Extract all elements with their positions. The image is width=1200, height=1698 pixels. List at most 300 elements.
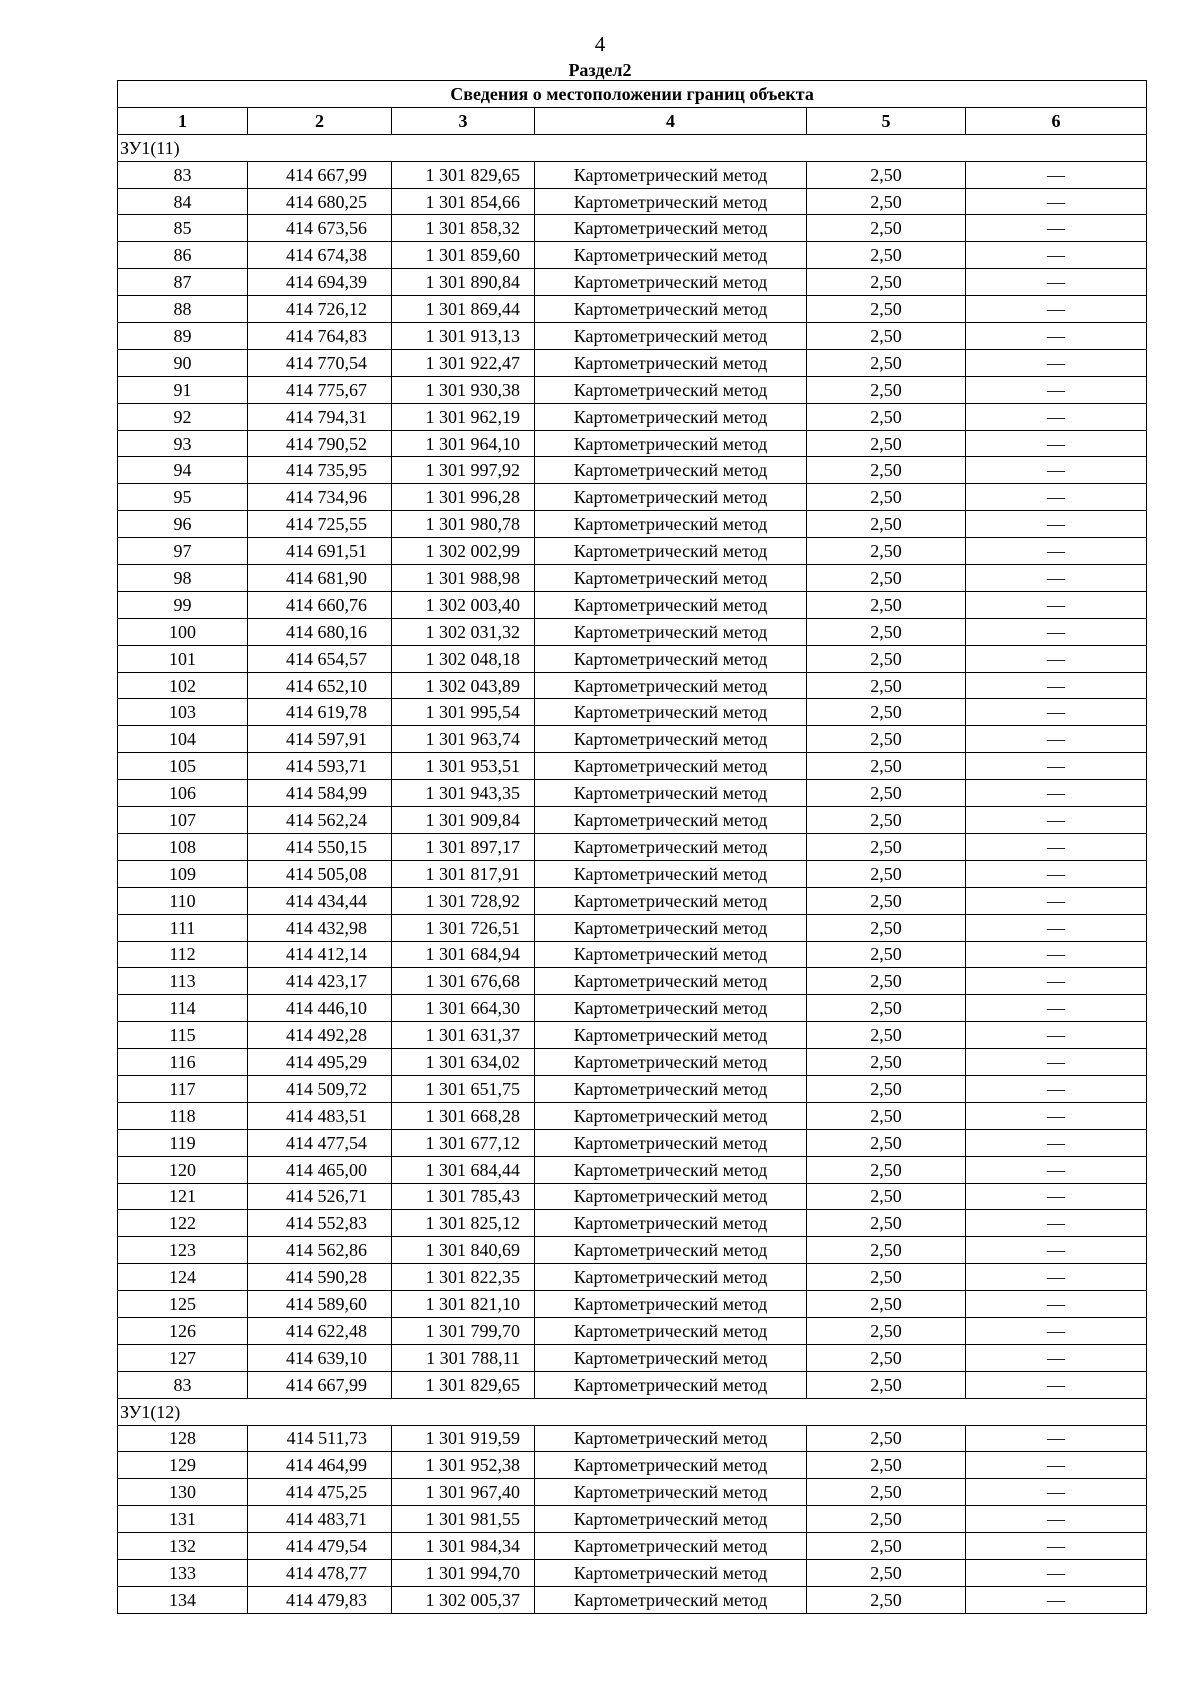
accuracy: 2,50	[807, 1129, 966, 1156]
point-number: 117	[118, 1075, 248, 1102]
accuracy: 2,50	[807, 1183, 966, 1210]
description: —	[966, 323, 1147, 350]
description: —	[966, 1479, 1147, 1506]
y-coordinate: 1 301 854,66	[392, 188, 535, 215]
determination-method: Картометрический метод	[535, 188, 807, 215]
y-coordinate: 1 301 668,28	[392, 1102, 535, 1129]
y-coordinate: 1 302 005,37	[392, 1586, 535, 1613]
y-coordinate: 1 301 996,28	[392, 484, 535, 511]
y-coordinate: 1 302 048,18	[392, 645, 535, 672]
column-header-3: 3	[392, 107, 535, 134]
table-row	[118, 1559, 1147, 1586]
point-number: 105	[118, 753, 248, 780]
accuracy: 2,50	[807, 242, 966, 269]
y-coordinate: 1 301 994,70	[392, 1559, 535, 1586]
accuracy: 2,50	[807, 1533, 966, 1560]
table-row	[118, 188, 1147, 215]
description: —	[966, 1264, 1147, 1291]
y-coordinate: 1 301 890,84	[392, 269, 535, 296]
table-body	[118, 134, 1147, 1613]
determination-method: Картометрический метод	[535, 753, 807, 780]
point-number: 91	[118, 376, 248, 403]
accuracy: 2,50	[807, 1237, 966, 1264]
table-row	[118, 618, 1147, 645]
table-row	[118, 1371, 1147, 1398]
table-row	[118, 1344, 1147, 1371]
determination-method: Картометрический метод	[535, 618, 807, 645]
description: —	[966, 699, 1147, 726]
determination-method: Картометрический метод	[535, 1479, 807, 1506]
point-number: 134	[118, 1586, 248, 1613]
accuracy: 2,50	[807, 323, 966, 350]
point-number: 116	[118, 1049, 248, 1076]
accuracy: 2,50	[807, 376, 966, 403]
description: —	[966, 215, 1147, 242]
table-row	[118, 161, 1147, 188]
y-coordinate: 1 301 634,02	[392, 1049, 535, 1076]
description: —	[966, 1183, 1147, 1210]
x-coordinate: 414 619,78	[248, 699, 392, 726]
point-number: 109	[118, 860, 248, 887]
y-coordinate: 1 301 919,59	[392, 1425, 535, 1452]
determination-method: Картометрический метод	[535, 1425, 807, 1452]
x-coordinate: 414 483,71	[248, 1506, 392, 1533]
table-row	[118, 807, 1147, 834]
x-coordinate: 414 550,15	[248, 833, 392, 860]
determination-method: Картометрический метод	[535, 1237, 807, 1264]
description: —	[966, 914, 1147, 941]
determination-method: Картометрический метод	[535, 296, 807, 323]
x-coordinate: 414 526,71	[248, 1183, 392, 1210]
determination-method: Картометрический метод	[535, 323, 807, 350]
y-coordinate: 1 301 897,17	[392, 833, 535, 860]
description: —	[966, 618, 1147, 645]
x-coordinate: 414 597,91	[248, 726, 392, 753]
x-coordinate: 414 770,54	[248, 349, 392, 376]
table-row	[118, 1317, 1147, 1344]
x-coordinate: 414 593,71	[248, 753, 392, 780]
x-coordinate: 414 691,51	[248, 538, 392, 565]
point-number: 130	[118, 1479, 248, 1506]
x-coordinate: 414 479,83	[248, 1586, 392, 1613]
table-row	[118, 914, 1147, 941]
accuracy: 2,50	[807, 833, 966, 860]
accuracy: 2,50	[807, 1156, 966, 1183]
x-coordinate: 414 654,57	[248, 645, 392, 672]
point-number: 128	[118, 1425, 248, 1452]
table-row	[118, 995, 1147, 1022]
x-coordinate: 414 694,39	[248, 269, 392, 296]
table-row	[118, 591, 1147, 618]
accuracy: 2,50	[807, 430, 966, 457]
accuracy: 2,50	[807, 591, 966, 618]
point-number: 97	[118, 538, 248, 565]
y-coordinate: 1 301 858,32	[392, 215, 535, 242]
point-number: 89	[118, 323, 248, 350]
determination-method: Картометрический метод	[535, 1075, 807, 1102]
point-number: 127	[118, 1344, 248, 1371]
determination-method: Картометрический метод	[535, 1102, 807, 1129]
table-row	[118, 726, 1147, 753]
description: —	[966, 161, 1147, 188]
point-number: 95	[118, 484, 248, 511]
point-number: 99	[118, 591, 248, 618]
table-row	[118, 1075, 1147, 1102]
y-coordinate: 1 301 964,10	[392, 430, 535, 457]
y-coordinate: 1 301 676,68	[392, 968, 535, 995]
description: —	[966, 968, 1147, 995]
point-number: 85	[118, 215, 248, 242]
accuracy: 2,50	[807, 1022, 966, 1049]
accuracy: 2,50	[807, 753, 966, 780]
table-row	[118, 1129, 1147, 1156]
y-coordinate: 1 301 677,12	[392, 1129, 535, 1156]
y-coordinate: 1 301 728,92	[392, 887, 535, 914]
table-row	[118, 941, 1147, 968]
x-coordinate: 414 584,99	[248, 780, 392, 807]
y-coordinate: 1 301 909,84	[392, 807, 535, 834]
accuracy: 2,50	[807, 484, 966, 511]
x-coordinate: 414 562,86	[248, 1237, 392, 1264]
group-row	[118, 134, 1147, 161]
table-row	[118, 349, 1147, 376]
determination-method: Картометрический метод	[535, 860, 807, 887]
table-row	[118, 860, 1147, 887]
determination-method: Картометрический метод	[535, 1344, 807, 1371]
y-coordinate: 1 301 869,44	[392, 296, 535, 323]
determination-method: Картометрический метод	[535, 1452, 807, 1479]
determination-method: Картометрический метод	[535, 1586, 807, 1613]
accuracy: 2,50	[807, 1264, 966, 1291]
accuracy: 2,50	[807, 968, 966, 995]
accuracy: 2,50	[807, 538, 966, 565]
table-row	[118, 780, 1147, 807]
description: —	[966, 887, 1147, 914]
x-coordinate: 414 475,25	[248, 1479, 392, 1506]
x-coordinate: 414 590,28	[248, 1264, 392, 1291]
determination-method: Картометрический метод	[535, 511, 807, 538]
y-coordinate: 1 301 631,37	[392, 1022, 535, 1049]
determination-method: Картометрический метод	[535, 807, 807, 834]
table-row	[118, 376, 1147, 403]
point-number: 90	[118, 349, 248, 376]
y-coordinate: 1 301 995,54	[392, 699, 535, 726]
table-row	[118, 1183, 1147, 1210]
determination-method: Картометрический метод	[535, 1156, 807, 1183]
table-row	[118, 1049, 1147, 1076]
y-coordinate: 1 301 962,19	[392, 403, 535, 430]
point-number: 124	[118, 1264, 248, 1291]
point-number: 106	[118, 780, 248, 807]
table-row	[118, 1291, 1147, 1318]
description: —	[966, 1022, 1147, 1049]
description: —	[966, 1344, 1147, 1371]
accuracy: 2,50	[807, 1452, 966, 1479]
accuracy: 2,50	[807, 1291, 966, 1318]
description: —	[966, 941, 1147, 968]
column-header-4: 4	[535, 107, 807, 134]
determination-method: Картометрический метод	[535, 430, 807, 457]
accuracy: 2,50	[807, 457, 966, 484]
accuracy: 2,50	[807, 914, 966, 941]
point-number: 119	[118, 1129, 248, 1156]
table-row	[118, 215, 1147, 242]
y-coordinate: 1 301 980,78	[392, 511, 535, 538]
description: —	[966, 538, 1147, 565]
table-row	[118, 833, 1147, 860]
accuracy: 2,50	[807, 780, 966, 807]
determination-method: Картометрический метод	[535, 941, 807, 968]
x-coordinate: 414 660,76	[248, 591, 392, 618]
description: —	[966, 1237, 1147, 1264]
group-name: ЗУ1(11)	[118, 134, 1147, 161]
table-row	[118, 1506, 1147, 1533]
x-coordinate: 414 589,60	[248, 1291, 392, 1318]
table-row	[118, 1156, 1147, 1183]
determination-method: Картометрический метод	[535, 1049, 807, 1076]
determination-method: Картометрический метод	[535, 887, 807, 914]
table-row	[118, 1102, 1147, 1129]
point-number: 88	[118, 296, 248, 323]
group-row	[118, 1398, 1147, 1425]
point-number: 104	[118, 726, 248, 753]
x-coordinate: 414 479,54	[248, 1533, 392, 1560]
description: —	[966, 860, 1147, 887]
y-coordinate: 1 301 981,55	[392, 1506, 535, 1533]
accuracy: 2,50	[807, 188, 966, 215]
y-coordinate: 1 301 997,92	[392, 457, 535, 484]
accuracy: 2,50	[807, 618, 966, 645]
x-coordinate: 414 652,10	[248, 672, 392, 699]
y-coordinate: 1 301 943,35	[392, 780, 535, 807]
x-coordinate: 414 446,10	[248, 995, 392, 1022]
description: —	[966, 1586, 1147, 1613]
determination-method: Картометрический метод	[535, 780, 807, 807]
x-coordinate: 414 674,38	[248, 242, 392, 269]
determination-method: Картометрический метод	[535, 672, 807, 699]
determination-method: Картометрический метод	[535, 215, 807, 242]
point-number: 118	[118, 1102, 248, 1129]
y-coordinate: 1 302 031,32	[392, 618, 535, 645]
point-number: 83	[118, 161, 248, 188]
point-number: 126	[118, 1317, 248, 1344]
determination-method: Картометрический метод	[535, 645, 807, 672]
table-row	[118, 269, 1147, 296]
determination-method: Картометрический метод	[535, 1533, 807, 1560]
x-coordinate: 414 680,25	[248, 188, 392, 215]
table-row	[118, 1237, 1147, 1264]
x-coordinate: 414 681,90	[248, 565, 392, 592]
y-coordinate: 1 301 788,11	[392, 1344, 535, 1371]
description: —	[966, 430, 1147, 457]
x-coordinate: 414 764,83	[248, 323, 392, 350]
determination-method: Картометрический метод	[535, 1210, 807, 1237]
accuracy: 2,50	[807, 161, 966, 188]
table-row	[118, 1022, 1147, 1049]
determination-method: Картометрический метод	[535, 1129, 807, 1156]
column-header-1: 1	[118, 107, 248, 134]
point-number: 84	[118, 188, 248, 215]
y-coordinate: 1 301 726,51	[392, 914, 535, 941]
table-row	[118, 242, 1147, 269]
accuracy: 2,50	[807, 349, 966, 376]
y-coordinate: 1 301 963,74	[392, 726, 535, 753]
point-number: 86	[118, 242, 248, 269]
x-coordinate: 414 483,51	[248, 1102, 392, 1129]
x-coordinate: 414 432,98	[248, 914, 392, 941]
table-row	[118, 887, 1147, 914]
description: —	[966, 296, 1147, 323]
determination-method: Картометрический метод	[535, 591, 807, 618]
table-row	[118, 511, 1147, 538]
x-coordinate: 414 639,10	[248, 1344, 392, 1371]
table-row	[118, 565, 1147, 592]
y-coordinate: 1 301 822,35	[392, 1264, 535, 1291]
x-coordinate: 414 495,29	[248, 1049, 392, 1076]
x-coordinate: 414 734,96	[248, 484, 392, 511]
description: —	[966, 833, 1147, 860]
y-coordinate: 1 301 829,65	[392, 161, 535, 188]
x-coordinate: 414 478,77	[248, 1559, 392, 1586]
point-number: 110	[118, 887, 248, 914]
point-number: 121	[118, 1183, 248, 1210]
y-coordinate: 1 302 002,99	[392, 538, 535, 565]
point-number: 133	[118, 1559, 248, 1586]
x-coordinate: 414 434,44	[248, 887, 392, 914]
accuracy: 2,50	[807, 645, 966, 672]
determination-method: Картометрический метод	[535, 1559, 807, 1586]
determination-method: Картометрический метод	[535, 726, 807, 753]
description: —	[966, 591, 1147, 618]
description: —	[966, 565, 1147, 592]
y-coordinate: 1 301 984,34	[392, 1533, 535, 1560]
table-row	[118, 672, 1147, 699]
description: —	[966, 1075, 1147, 1102]
accuracy: 2,50	[807, 1425, 966, 1452]
determination-method: Картометрический метод	[535, 995, 807, 1022]
table-row	[118, 296, 1147, 323]
y-coordinate: 1 301 684,94	[392, 941, 535, 968]
table-row	[118, 538, 1147, 565]
y-coordinate: 1 301 859,60	[392, 242, 535, 269]
y-coordinate: 1 301 825,12	[392, 1210, 535, 1237]
y-coordinate: 1 301 922,47	[392, 349, 535, 376]
determination-method: Картометрический метод	[535, 1317, 807, 1344]
point-number: 125	[118, 1291, 248, 1318]
table-row	[118, 1479, 1147, 1506]
accuracy: 2,50	[807, 726, 966, 753]
description: —	[966, 1156, 1147, 1183]
x-coordinate: 414 735,95	[248, 457, 392, 484]
x-coordinate: 414 511,73	[248, 1425, 392, 1452]
description: —	[966, 1533, 1147, 1560]
y-coordinate: 1 301 785,43	[392, 1183, 535, 1210]
determination-method: Картометрический метод	[535, 1506, 807, 1533]
table-row	[118, 430, 1147, 457]
accuracy: 2,50	[807, 1506, 966, 1533]
accuracy: 2,50	[807, 1344, 966, 1371]
table-row	[118, 484, 1147, 511]
group-name: ЗУ1(12)	[118, 1398, 1147, 1425]
x-coordinate: 414 552,83	[248, 1210, 392, 1237]
table-caption: Сведения о местоположении границ объекта	[118, 81, 1147, 108]
point-number: 108	[118, 833, 248, 860]
x-coordinate: 414 464,99	[248, 1452, 392, 1479]
page-number: 4	[594, 32, 606, 56]
determination-method: Картометрический метод	[535, 914, 807, 941]
y-coordinate: 1 301 829,65	[392, 1371, 535, 1398]
x-coordinate: 414 794,31	[248, 403, 392, 430]
description: —	[966, 349, 1147, 376]
column-header-2: 2	[248, 107, 392, 134]
accuracy: 2,50	[807, 1559, 966, 1586]
point-number: 102	[118, 672, 248, 699]
description: —	[966, 726, 1147, 753]
determination-method: Картометрический метод	[535, 565, 807, 592]
point-number: 93	[118, 430, 248, 457]
y-coordinate: 1 301 840,69	[392, 1237, 535, 1264]
x-coordinate: 414 505,08	[248, 860, 392, 887]
table-row	[118, 968, 1147, 995]
description: —	[966, 1425, 1147, 1452]
point-number: 100	[118, 618, 248, 645]
table-row	[118, 645, 1147, 672]
x-coordinate: 414 680,16	[248, 618, 392, 645]
description: —	[966, 484, 1147, 511]
accuracy: 2,50	[807, 511, 966, 538]
description: —	[966, 269, 1147, 296]
description: —	[966, 403, 1147, 430]
y-coordinate: 1 301 930,38	[392, 376, 535, 403]
accuracy: 2,50	[807, 269, 966, 296]
table-row	[118, 1264, 1147, 1291]
point-number: 83	[118, 1371, 248, 1398]
point-number: 87	[118, 269, 248, 296]
y-coordinate: 1 301 821,10	[392, 1291, 535, 1318]
determination-method: Картометрический метод	[535, 968, 807, 995]
table-row	[118, 1586, 1147, 1613]
column-header-6: 6	[966, 107, 1147, 134]
x-coordinate: 414 673,56	[248, 215, 392, 242]
table-row	[118, 753, 1147, 780]
point-number: 103	[118, 699, 248, 726]
table-row	[118, 1210, 1147, 1237]
point-number: 98	[118, 565, 248, 592]
point-number: 120	[118, 1156, 248, 1183]
table-caption-row	[118, 81, 1147, 108]
x-coordinate: 414 477,54	[248, 1129, 392, 1156]
accuracy: 2,50	[807, 995, 966, 1022]
description: —	[966, 995, 1147, 1022]
point-number: 113	[118, 968, 248, 995]
description: —	[966, 1102, 1147, 1129]
description: —	[966, 1210, 1147, 1237]
description: —	[966, 1291, 1147, 1318]
description: —	[966, 511, 1147, 538]
table-row	[118, 1452, 1147, 1479]
accuracy: 2,50	[807, 941, 966, 968]
table-row	[118, 457, 1147, 484]
point-number: 96	[118, 511, 248, 538]
accuracy: 2,50	[807, 699, 966, 726]
accuracy: 2,50	[807, 887, 966, 914]
determination-method: Картометрический метод	[535, 1264, 807, 1291]
description: —	[966, 807, 1147, 834]
y-coordinate: 1 301 664,30	[392, 995, 535, 1022]
determination-method: Картометрический метод	[535, 699, 807, 726]
y-coordinate: 1 301 967,40	[392, 1479, 535, 1506]
point-number: 92	[118, 403, 248, 430]
